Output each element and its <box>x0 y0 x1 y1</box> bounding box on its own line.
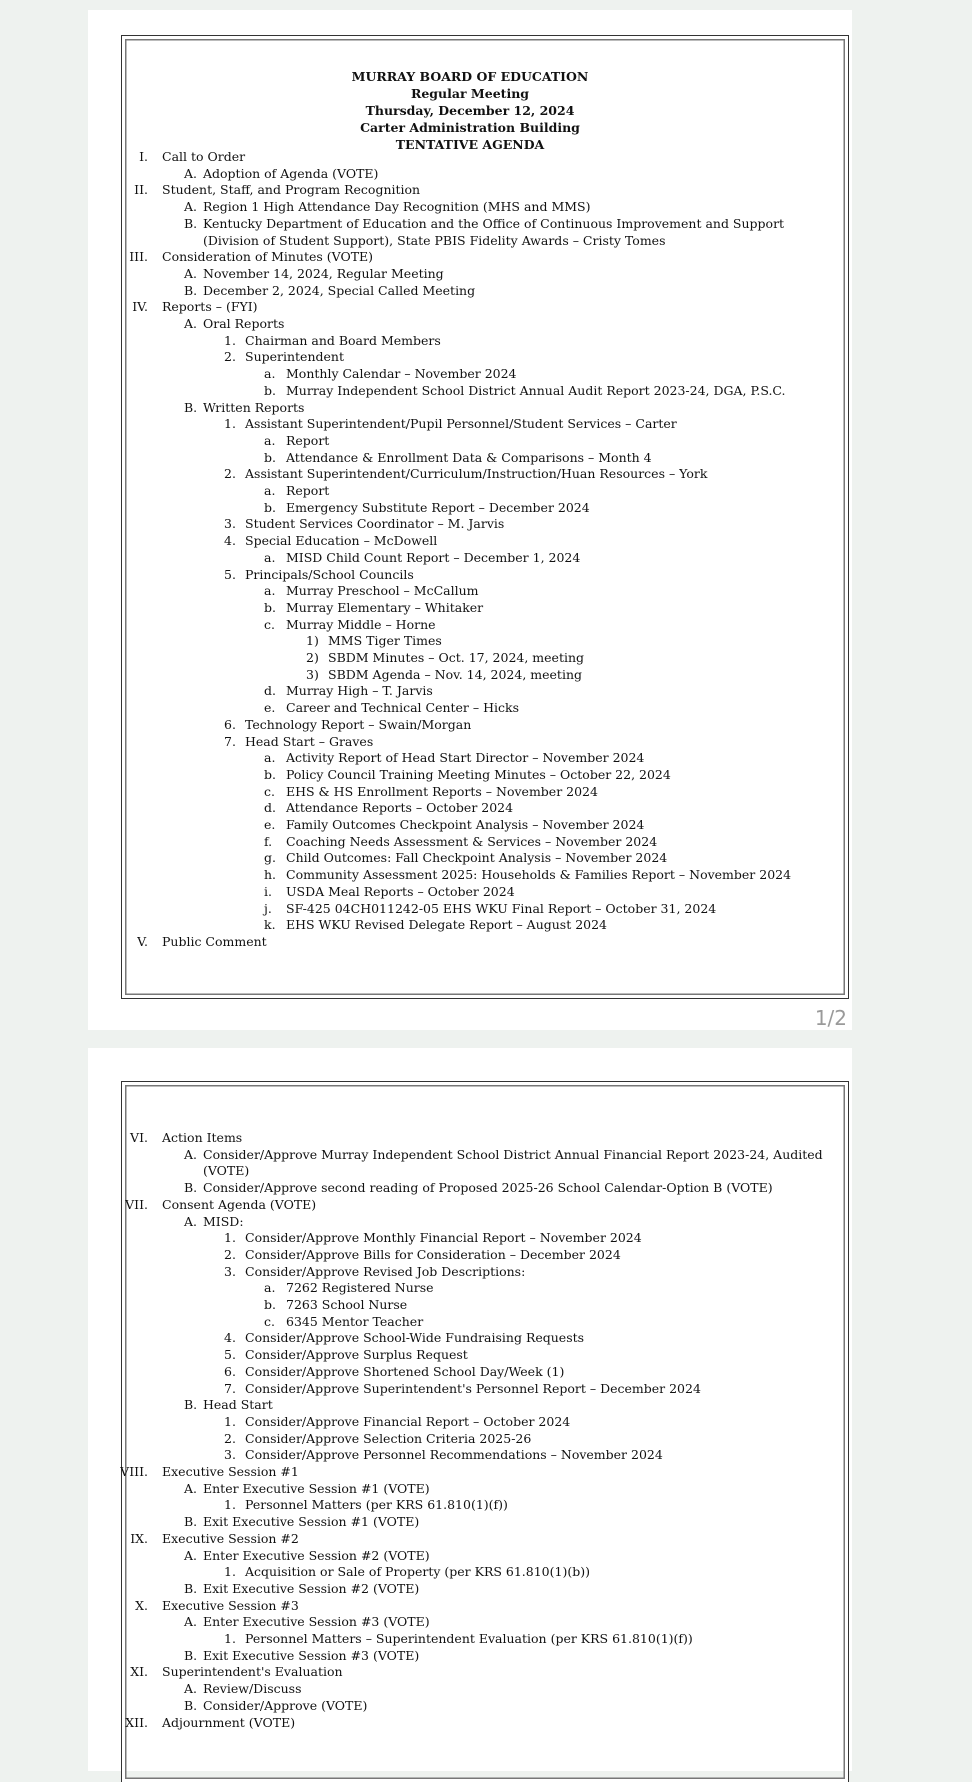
agenda-item-text: SBDM Agenda – Nov. 14, 2024, meeting <box>328 666 582 682</box>
item-number: A. <box>184 316 198 331</box>
item-number: 4. <box>224 1330 236 1346</box>
agenda-page-1 <box>88 10 852 1030</box>
item-number: c. <box>264 1313 275 1329</box>
agenda-item-text: Family Outcomes Checkpoint Analysis – November 2024 <box>286 817 645 832</box>
item-number: A. <box>184 1547 198 1563</box>
item-number: 1. <box>224 1497 236 1513</box>
item-number: 3. <box>224 1263 236 1279</box>
item-number: 2. <box>224 349 236 365</box>
item-number: k. <box>264 917 276 933</box>
agenda-item-text: Consider/Approve Shortened School Day/Week (1) <box>245 1363 565 1379</box>
item-number: 7. <box>224 1380 236 1396</box>
agenda-item-text: Community Assessment 2025: Households & Families Report – November 2024 <box>286 867 792 883</box>
agenda-section-title: Action Items <box>162 1130 243 1145</box>
agenda-item-text: Review/Discuss <box>203 1681 302 1697</box>
agenda-item-text: Consider/Approve School-Wide Fundraising Requests <box>245 1330 585 1346</box>
item-number: f. <box>264 833 273 849</box>
agenda-item-text: Assistant Superintendent/Curriculum/Instruction/Huan Resources – York <box>245 466 708 482</box>
agenda-item-text: Enter Executive Session #1 (VOTE) <box>203 1480 430 1496</box>
item-number: X. <box>135 1597 148 1613</box>
agenda-item-text: 7263 School Nurse <box>286 1297 408 1312</box>
item-number: 2. <box>224 1430 236 1446</box>
agenda-item-text: Head Start <box>203 1397 273 1413</box>
agenda-section-title: Adjournment (VOTE) <box>162 1714 296 1730</box>
agenda-item-text: Region 1 High Attendance Day Recognition (MHS and MMS) <box>203 199 591 215</box>
item-number: a. <box>264 366 276 382</box>
agenda-item-text: Consider/Approve Personnel Recommendations – November 2024 <box>245 1447 663 1463</box>
item-number: b. <box>264 1297 276 1312</box>
item-number: a. <box>264 483 276 498</box>
item-number: 1. <box>224 1631 236 1646</box>
agenda-item-text: Personnel Matters – Superintendent Evaluation (per KRS 61.810(1)(f)) <box>245 1631 693 1646</box>
agenda-item-text: Student Services Coordinator – M. Jarvis <box>245 516 505 532</box>
agenda-item-text: Report <box>286 483 330 498</box>
item-number: a. <box>264 432 276 448</box>
item-number: 2. <box>224 466 236 482</box>
agenda-item-text: Head Start – Graves <box>245 733 374 749</box>
item-number: 1. <box>224 1230 236 1246</box>
agenda-section-title: Executive Session #2 <box>162 1530 299 1546</box>
agenda-item-text: Principals/School Councils <box>245 566 414 582</box>
agenda-item-text: Child Outcomes: Fall Checkpoint Analysis – November 2024 <box>286 850 668 866</box>
item-number: b. <box>264 766 276 782</box>
agenda-item-text: Report <box>286 432 330 448</box>
item-number: III. <box>129 249 148 265</box>
item-number: 3) <box>306 666 319 682</box>
item-number: B. <box>184 1647 198 1663</box>
agenda-item-text: (Division of Student Support), State PBIS Fidelity Awards – Cristy Tomes <box>203 232 666 248</box>
item-number: A. <box>184 1614 198 1630</box>
item-number: B. <box>184 1397 198 1413</box>
item-number: II. <box>134 182 148 198</box>
item-number: 7. <box>224 733 236 749</box>
agenda-item-text: December 2, 2024, Special Called Meeting <box>203 282 476 298</box>
item-number: B. <box>184 1514 198 1530</box>
agenda-section-title: Consent Agenda (VOTE) <box>162 1196 317 1212</box>
agenda-item-text: Consider/Approve Monthly Financial Report – November 2024 <box>245 1230 642 1246</box>
agenda-item-text: Consider/Approve second reading of Proposed 2025-26 School Calendar-Option B (VOTE) <box>203 1180 773 1196</box>
item-number: A. <box>184 1213 198 1229</box>
item-number: b. <box>264 382 276 398</box>
item-number: g. <box>264 850 276 866</box>
agenda-item-text: Activity Report of Head Start Director – November 2024 <box>286 750 645 766</box>
agenda-section-title: Consideration of Minutes (VOTE) <box>162 249 374 265</box>
item-number: d. <box>264 800 276 816</box>
agenda-item-text: Kentucky Department of Education and the Office of Continuous Improvement and Support <box>203 215 785 231</box>
agenda-item-text: MISD Child Count Report – December 1, 2024 <box>286 549 581 565</box>
item-number: XII. <box>125 1714 148 1730</box>
item-number: h. <box>264 867 277 883</box>
item-number: 1. <box>224 1413 236 1429</box>
agenda-item-text: 7262 Registered Nurse <box>286 1280 434 1296</box>
item-number: 4. <box>224 533 236 549</box>
item-number: A. <box>184 1146 198 1162</box>
item-number: 6. <box>224 716 236 732</box>
agenda-item-text: USDA Meal Reports – October 2024 <box>286 883 515 899</box>
item-number: VIII. <box>120 1464 148 1479</box>
item-number: 2. <box>224 1246 236 1262</box>
agenda-item-text: Murray Preschool – McCallum <box>286 583 479 599</box>
agenda-item-text: Special Education – McDowell <box>245 533 438 549</box>
agenda-item-text: Acquisition or Sale of Property (per KRS 61.810(1)(b)) <box>245 1564 590 1580</box>
agenda-item-text: Consider/Approve Surplus Request <box>245 1347 468 1363</box>
item-number: 1. <box>224 1564 236 1580</box>
agenda-item-text: Career and Technical Center – Hicks <box>286 700 519 716</box>
item-number: 3. <box>224 1447 236 1463</box>
item-number: a. <box>264 750 276 766</box>
agenda-item-text: Written Reports <box>203 399 305 415</box>
agenda-item-text: SBDM Minutes – Oct. 17, 2024, meeting <box>328 650 585 665</box>
agenda-item-text: Technology Report – Swain/Morgan <box>245 716 472 732</box>
agenda-page-2 <box>88 1048 852 1771</box>
agenda-item-text: SF-425 04CH011242-05 EHS WKU Final Report – October 31, 2024 <box>286 900 717 916</box>
agenda-item-text: Murray Independent School District Annual Audit Report 2023-24, DGA, P.S.C. <box>286 382 786 398</box>
item-number: A. <box>184 1480 198 1496</box>
item-number: V. <box>137 933 148 949</box>
agenda-item-text: Coaching Needs Assessment & Services – November 2024 <box>286 833 658 849</box>
agenda-item-text: Murray Middle – Horne <box>286 616 436 632</box>
agenda-item-text: Enter Executive Session #3 (VOTE) <box>203 1614 430 1630</box>
item-number: a. <box>264 583 276 599</box>
agenda-item-text: Consider/Approve (VOTE) <box>203 1697 368 1713</box>
agenda-item-text: Attendance & Enrollment Data & Comparisons – Month 4 <box>286 449 652 465</box>
agenda-item-text: EHS & HS Enrollment Reports – November 2024 <box>286 783 598 799</box>
agenda-item-text: 6345 Mentor Teacher <box>286 1313 424 1329</box>
item-number: i. <box>264 883 272 899</box>
agenda-section-title: Student, Staff, and Program Recognition <box>162 182 421 198</box>
item-number: 1. <box>224 332 236 348</box>
item-number: 2) <box>306 650 319 665</box>
item-number: b. <box>264 599 276 615</box>
header-title: MURRAY BOARD OF EDUCATION <box>351 69 589 84</box>
item-number: e. <box>264 700 276 716</box>
agenda-section-title: Executive Session #1 <box>162 1464 299 1479</box>
item-number: IV. <box>132 299 148 315</box>
agenda-item-text: Oral Reports <box>203 316 285 331</box>
item-number: 5. <box>224 1347 236 1363</box>
item-number: e. <box>264 817 276 832</box>
agenda-item-text: EHS WKU Revised Delegate Report – August 2024 <box>286 917 608 933</box>
item-number: IX. <box>130 1530 148 1546</box>
agenda-section-title: Superintendent's Evaluation <box>162 1664 343 1680</box>
header-location: Carter Administration Building <box>360 120 580 135</box>
agenda-section-title: Call to Order <box>162 149 246 164</box>
item-number: A. <box>184 1681 198 1697</box>
item-number: b. <box>264 499 276 515</box>
item-number: VII. <box>125 1196 148 1212</box>
agenda-item-text: Attendance Reports – October 2024 <box>286 800 514 816</box>
item-number: a. <box>264 1280 276 1296</box>
header-meeting-type: Regular Meeting <box>410 86 530 101</box>
item-number: XI. <box>130 1664 148 1680</box>
item-number: 1) <box>306 633 319 649</box>
item-number: B. <box>184 1180 198 1196</box>
header-subtitle: TENTATIVE AGENDA <box>395 137 545 152</box>
item-number: B. <box>184 1697 198 1713</box>
agenda-section-title: Reports – (FYI) <box>162 299 258 315</box>
agenda-item-text: Chairman and Board Members <box>245 332 441 348</box>
agenda-item-text: Consider/Approve Financial Report – October 2024 <box>245 1413 571 1429</box>
item-number: B. <box>184 215 198 231</box>
item-number: a. <box>264 549 276 565</box>
agenda-item-text: Consider/Approve Murray Independent School District Annual Financial Report 2023-24, Audited <box>203 1146 823 1162</box>
header-date: Thursday, December 12, 2024 <box>365 103 575 118</box>
item-number: A. <box>184 165 198 181</box>
agenda-item-text: Murray High – T. Jarvis <box>286 683 433 699</box>
agenda-item-text: Emergency Substitute Report – December 2024 <box>286 499 590 515</box>
agenda-item-text: Adoption of Agenda (VOTE) <box>203 165 379 181</box>
agenda-section-title: Public Comment <box>162 933 267 949</box>
agenda-item-text: MMS Tiger Times <box>328 633 442 649</box>
agenda-item-text: Exit Executive Session #2 (VOTE) <box>203 1580 420 1596</box>
item-number: VI. <box>130 1130 148 1145</box>
item-number: c. <box>264 783 275 799</box>
agenda-item-text: November 14, 2024, Regular Meeting <box>203 265 444 281</box>
agenda-item-text: Consider/Approve Selection Criteria 2025-26 <box>245 1430 532 1446</box>
agenda-item-text: (VOTE) <box>203 1163 250 1179</box>
item-number: b. <box>264 449 276 465</box>
agenda-item-text: Consider/Approve Bills for Consideration – December 2024 <box>245 1246 621 1262</box>
item-number: 6. <box>224 1363 236 1379</box>
agenda-item-text: Superintendent <box>245 349 344 365</box>
item-number: B. <box>184 282 198 298</box>
agenda-item-text: MISD: <box>203 1213 244 1229</box>
agenda-item-text: Consider/Approve Revised Job Descriptions: <box>245 1263 526 1279</box>
item-number: A. <box>184 265 198 281</box>
agenda-item-text: Assistant Superintendent/Pupil Personnel/Student Services – Carter <box>245 416 677 432</box>
agenda-item-text: Policy Council Training Meeting Minutes – October 22, 2024 <box>286 766 671 782</box>
item-number: d. <box>264 683 276 699</box>
agenda-section-title: Executive Session #3 <box>162 1597 299 1613</box>
agenda-item-text: Murray Elementary – Whitaker <box>286 599 484 615</box>
agenda-item-text: Monthly Calendar – November 2024 <box>286 366 517 382</box>
agenda-item-text: Personnel Matters (per KRS 61.810(1)(f)) <box>245 1497 508 1513</box>
agenda-item-text: Exit Executive Session #1 (VOTE) <box>203 1514 420 1530</box>
item-number: j. <box>264 900 272 916</box>
agenda-item-text: Exit Executive Session #3 (VOTE) <box>203 1647 420 1663</box>
agenda-item-text: Consider/Approve Superintendent's Personnel Report – December 2024 <box>245 1380 701 1396</box>
item-number: 5. <box>224 566 236 582</box>
item-number: A. <box>184 199 198 215</box>
agenda-header <box>88 68 852 153</box>
page-counter: 1/2 <box>814 1006 847 1030</box>
item-number: 1. <box>224 416 236 432</box>
item-number: I. <box>139 149 148 164</box>
item-number: c. <box>264 616 275 632</box>
item-number: B. <box>184 1580 198 1596</box>
agenda-item-text: Enter Executive Session #2 (VOTE) <box>203 1547 430 1563</box>
item-number: B. <box>184 399 198 415</box>
item-number: 3. <box>224 516 236 532</box>
